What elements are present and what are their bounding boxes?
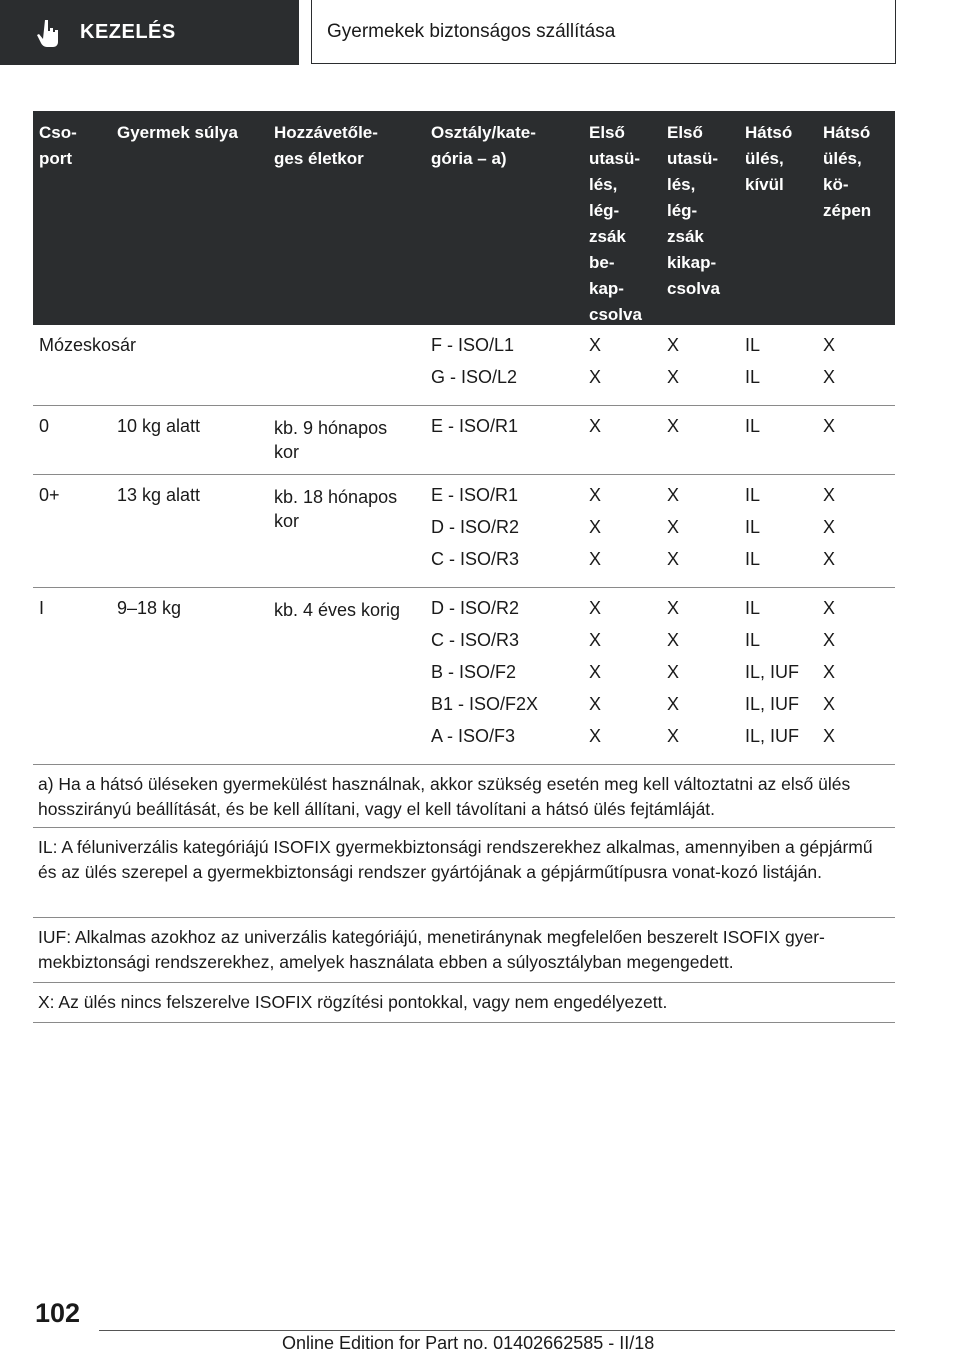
table-cell: X [589,517,602,537]
section-tab [0,0,299,65]
column-header: Hátsó ülés, kívül [745,123,793,194]
weight-cell: 13 kg alatt [117,485,201,505]
column-header: Gyermek súlya [117,123,238,142]
section-label: KEZELÉS [80,21,176,43]
table-cell: IL [745,367,761,387]
table-header [33,111,895,325]
group-cell: I [39,598,45,618]
table-cell: X [667,598,680,618]
table-cell: X [667,726,680,746]
edition-text: Online Edition for Part no. 01402662585 - II/18 [282,1333,655,1353]
table-cell: C - ISO/R3 [431,549,520,569]
table-cell: E - ISO/R1 [431,416,519,436]
group-cell: Mózeskosár [39,335,137,355]
table-cell: X [589,549,602,569]
column-header: Hozzávetőle- ges életkor [274,123,378,168]
table-cell: E - ISO/R1 [431,485,519,505]
column-header: Hátsó ülés, kö- zépen [823,123,872,220]
group-cell: 0+ [39,485,60,505]
table-cell: IL, IUF [745,694,800,714]
chapter-header [311,0,896,64]
hand-pointer-icon [36,18,66,48]
table-cell: IL [745,630,761,650]
page-number: 102 [35,1298,81,1328]
table-cell: X [589,598,602,618]
group-cell: 0 [39,416,50,436]
table-cell: IL, IUF [745,662,800,682]
table-cell: A - ISO/F3 [431,726,516,746]
weight-cell: 10 kg alatt [117,416,201,436]
weight-cell: 9–18 kg [117,598,182,618]
table-cell: X [589,662,602,682]
table-cell: X [667,367,680,387]
table-cell: X [823,367,836,387]
footnote: a) Ha a hátsó üléseken gyermekülést használnak, akkor szükség esetén meg kell változtatni az első ülés hosszirányú beállítását, és be kell állítani, vagy el kell távolítani a hátsó ülés fejtámláját. [33,765,895,828]
table-cell: IL [745,416,761,436]
isofix-table [33,111,895,765]
footnote: IL: A féluniverzális kategóriájú ISOFIX gyermekbiztonsági rendszerekhez alkalmas, amennyiben a gépjármű és az ülés szerepel a gyermekbiztonsági rendszer gyártójának a gépjárműtípusra vonat-kozó listáján. [33,828,895,918]
table-cell: X [823,694,836,714]
table-cell: X [823,485,836,505]
age-cell: kb. 9 hónapos kor [274,418,388,462]
age-cell: kb. 4 éves korig [274,600,401,620]
table-cell: IL [745,517,761,537]
table-cell: X [823,416,836,436]
table-cell: X [667,416,680,436]
table-cell: X [823,726,836,746]
table-cell: D - ISO/R2 [431,517,520,537]
table-cell: X [589,485,602,505]
column-header: Osztály/kate- gória – a) [431,123,536,168]
table-cell: X [823,549,836,569]
table-cell: B - ISO/F2 [431,662,517,682]
table-cell: B1 - ISO/F2X [431,694,539,714]
table-cell: IL [745,549,761,569]
table-cell: X [589,416,602,436]
table-cell: G - ISO/L2 [431,367,518,387]
table-cell: D - ISO/R2 [431,598,520,618]
table-cell: X [667,549,680,569]
column-header: Cso- port [39,123,77,168]
table-cell: X [589,630,602,650]
table-cell: IL [745,598,761,618]
footer-divider [99,1330,895,1331]
table-cell: IL, IUF [745,726,800,746]
table-cell: X [667,517,680,537]
table-cell: X [589,726,602,746]
table-cell: X [823,598,836,618]
table-cell: X [589,694,602,714]
table-cell: F - ISO/L1 [431,335,515,355]
table-cell: X [667,694,680,714]
table-cell: IL [745,335,761,355]
table-cell: X [667,485,680,505]
column-header: Első utasü- lés, lég- zsák be- kap- csolva [589,123,642,324]
table-row [33,406,895,475]
table-cell: X [667,630,680,650]
table-cell: X [823,662,836,682]
table-cell: C - ISO/R3 [431,630,520,650]
table-cell: X [589,367,602,387]
table-row [33,475,895,588]
table-cell: X [823,335,836,355]
column-header: Első utasü- lés, lég- zsák kikap- csolva [667,123,720,298]
table-row [33,588,895,765]
table-cell: X [667,335,680,355]
table-cell: IL [745,485,761,505]
age-cell: kb. 18 hónapos kor [274,487,398,531]
chapter-title: Gyermekek biztonságos szállítása [327,20,616,42]
table-cell: X [589,335,602,355]
table-cell: X [823,517,836,537]
table-body [33,325,895,765]
table-cell: X [667,662,680,682]
table-cell: X [823,630,836,650]
table-row [33,325,895,406]
footnote: X: Az ülés nincs felszerelve ISOFIX rögzítési pontokkal, vagy nem engedélyezett. [33,983,895,1023]
footnote: IUF: Alkalmas azokhoz az univerzális kategóriájú, menetiránynak megfelelően beszerelt ISOFIX gyer-mekbiztonsági rendszerekhez, amelyek használata ebben a súlyosztályban megengedett. [33,918,895,983]
